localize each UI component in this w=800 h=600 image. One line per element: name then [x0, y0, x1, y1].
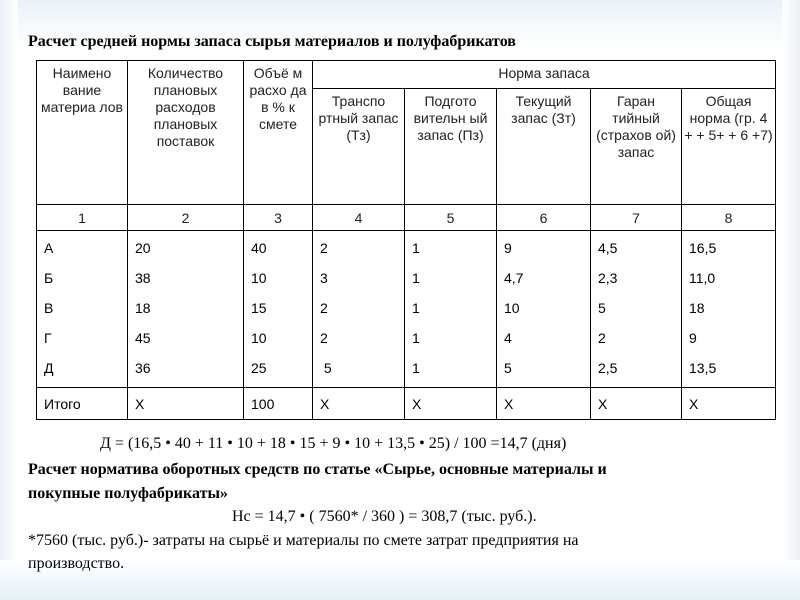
header-transport: Транспо ртный запас (Тз) [313, 89, 405, 205]
cell-value: 5 [504, 360, 512, 376]
cell-value: 4,7 [504, 270, 524, 286]
cell-value: 20 [135, 240, 151, 256]
header-guarantee: Гаран тийный (страхов ой) запас [591, 89, 682, 205]
cell-value: Б [44, 270, 54, 286]
section-heading-line-1: Расчет норматива оборотных средств по статье «Сырье, основные материалы и [28, 461, 607, 478]
cell-volume [244, 231, 313, 388]
cell-value: 18 [689, 300, 705, 316]
cell-value: 11,0 [689, 270, 716, 286]
cell-value: 36 [135, 360, 151, 376]
cell-prep [405, 231, 497, 388]
cell-value: 1 [412, 300, 420, 316]
cell-value: А [44, 240, 54, 256]
cell-value: 2 [598, 330, 606, 346]
footnote-line-2: производство. [28, 555, 125, 572]
cell-value: Г [44, 330, 52, 346]
data-row [37, 231, 776, 388]
cell-value: 2,3 [598, 270, 618, 286]
cell-value: 1 [412, 270, 420, 286]
cell-quantity [128, 231, 244, 388]
norm-table [36, 60, 776, 420]
footnote-line-1: *7560 (тыс. руб.)- затраты на сырьё и материалы по смете затрат предприятия на [28, 532, 579, 549]
col-number: 3 [244, 205, 313, 231]
cell-total [682, 231, 776, 388]
total-cell: Х [405, 388, 497, 420]
total-cell: Х [682, 388, 776, 420]
total-cell: 100 [244, 388, 313, 420]
cell-value: 2 [320, 240, 328, 256]
total-cell: Х [313, 388, 405, 420]
total-cell: Итого [37, 388, 128, 420]
cell-value: 10 [251, 330, 267, 346]
cell-value: 1 [412, 330, 420, 346]
total-cell: Х [497, 388, 591, 420]
cell-value: 2 [320, 300, 328, 316]
cell-value: 10 [251, 270, 267, 286]
cell-current [497, 231, 591, 388]
col-number: 6 [497, 205, 591, 231]
cell-value: 10 [504, 300, 520, 316]
cell-transport [313, 231, 405, 388]
cell-value: 25 [251, 360, 267, 376]
cell-value: 1 [412, 360, 420, 376]
cell-value: 2,5 [598, 360, 618, 376]
cell-value: 2 [320, 330, 328, 346]
header-prep: Подгото вительн ый запас (Пз) [405, 89, 497, 205]
cell-value: 40 [251, 240, 267, 256]
col-number: 4 [313, 205, 405, 231]
col-number: 1 [37, 205, 128, 231]
formula-nc: Нс = 14,7 • ( 7560* / 360 ) = 308,7 (тыс. руб.). [232, 508, 537, 525]
cell-value: 4 [504, 330, 512, 346]
header-current: Текущий запас (Зт) [497, 89, 591, 205]
header-name: Наимено вание материа лов [37, 61, 128, 205]
cell-value: 15 [251, 300, 267, 316]
totals-row [37, 388, 776, 420]
col-number: 5 [405, 205, 497, 231]
page-title: Расчет средней нормы запаса сырья материалов и полуфабрикатов [28, 33, 516, 50]
cell-value: 3 [320, 270, 328, 286]
cell-value: 9 [504, 240, 512, 256]
cell-value: 16,5 [689, 240, 717, 256]
formula-d: Д = (16,5 • 40 + 11 • 10 + 18 • 15 + 9 • 10 + 13,5 • 25) / 100 =14,7 (дня) [100, 435, 567, 452]
slide-frame-left [0, 0, 18, 600]
cell-value: В [44, 300, 54, 316]
col-number: 2 [128, 205, 244, 231]
cell-guarantee [591, 231, 682, 388]
header-row-1 [37, 61, 776, 89]
cell-name [37, 231, 128, 388]
cell-value: 5 [320, 360, 332, 376]
total-cell: Х [128, 388, 244, 420]
section-heading-line-2: покупные полуфабрикаты» [28, 485, 228, 502]
header-quantity: Количество плановых расходов плановых поставок [128, 61, 244, 205]
header-norm-group: Норма запаса [313, 61, 776, 89]
col-number: 7 [591, 205, 682, 231]
cell-value: 38 [135, 270, 151, 286]
cell-value: Д [44, 360, 54, 376]
cell-value: 4,5 [598, 240, 618, 256]
cell-value: 13,5 [689, 360, 717, 376]
column-number-row [37, 205, 776, 231]
total-cell: Х [591, 388, 682, 420]
cell-value: 45 [135, 330, 151, 346]
cell-value: 18 [135, 300, 151, 316]
col-number: 8 [682, 205, 776, 231]
cell-value: 1 [412, 240, 420, 256]
header-volume: Объё м расхо да в % к смете [244, 61, 313, 205]
header-total: Общая норма (гр. 4 + + 5+ + 6 +7) [682, 89, 776, 205]
slide-frame-right [782, 0, 800, 600]
cell-value: 5 [598, 300, 606, 316]
cell-value: 9 [689, 330, 697, 346]
